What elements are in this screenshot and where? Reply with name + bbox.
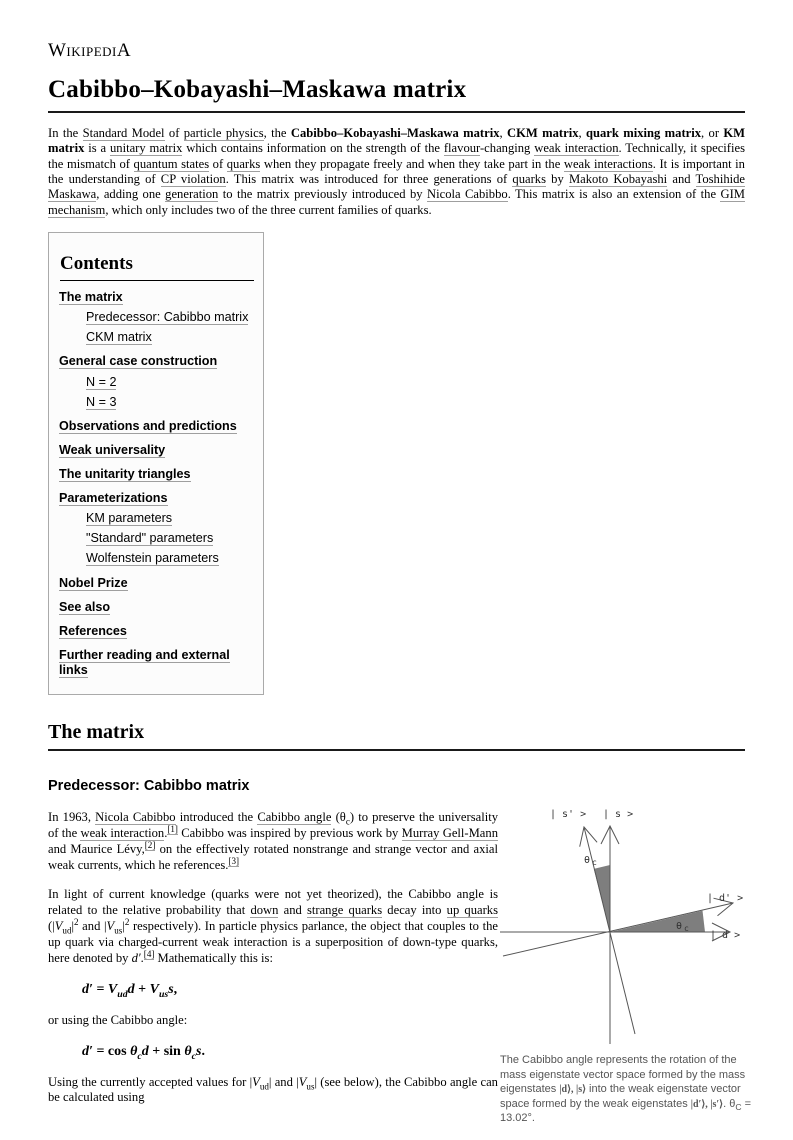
text-span: which contains information on the strength of the bbox=[182, 141, 444, 156]
text-span: . It is important in the understanding of bbox=[48, 156, 745, 187]
toc-row bbox=[59, 600, 254, 615]
toc-row bbox=[86, 395, 254, 410]
inline-link[interactable]: unitary matrix bbox=[109, 141, 183, 156]
text-span: sin bbox=[163, 1043, 185, 1059]
text-span: by bbox=[545, 172, 569, 187]
inline-link[interactable]: weak interactions bbox=[563, 156, 653, 171]
text-span: Cabibbo–Kobayashi–Maskawa matrix bbox=[290, 126, 500, 140]
theta-c-sub-right: c bbox=[684, 924, 689, 934]
inline-link[interactable]: down bbox=[250, 903, 279, 918]
inline-link[interactable]: [1] bbox=[167, 823, 178, 834]
text-span: V bbox=[54, 919, 63, 934]
intro-paragraph bbox=[48, 126, 745, 218]
toc-link-see-also[interactable]: See also bbox=[59, 599, 111, 614]
toc-row bbox=[59, 443, 254, 458]
subsection-heading-predecessor: Predecessor: Cabibbo matrix bbox=[48, 778, 250, 795]
text-span: ud bbox=[62, 925, 72, 936]
text-span: In the bbox=[48, 126, 83, 140]
text-span: V bbox=[149, 981, 159, 997]
text-span: The Cabibbo angle represents the rotation of the mass eigenstate vector space formed by the mass eigenstates bbox=[500, 1054, 746, 1096]
toc-heading: Contents bbox=[60, 253, 254, 281]
text-span: V bbox=[252, 1074, 260, 1089]
text-span: us bbox=[114, 925, 123, 936]
text-span: of bbox=[209, 156, 227, 171]
text-span: and bbox=[667, 172, 696, 187]
toc-link-parameterizations[interactable]: Parameterizations bbox=[59, 491, 168, 506]
text-span: C bbox=[735, 1101, 742, 1112]
text-span: V bbox=[107, 981, 118, 997]
text-span: into the weak eigenstate vector space formed by the weak eigenstates bbox=[500, 1083, 741, 1110]
text-span: Cabibbo was inspired by previous work by bbox=[177, 826, 402, 841]
toc-link-ckm-matrix[interactable]: CKM matrix bbox=[86, 330, 152, 345]
text-span: ) to preserve the universality of the bbox=[48, 810, 498, 841]
text-span: | (see below), the Cabibbo angle can be calculated using bbox=[48, 1074, 498, 1105]
text-span: d bbox=[127, 981, 135, 997]
inline-link[interactable]: Nicola Cabibbo bbox=[95, 810, 176, 825]
text-span: d′ bbox=[131, 951, 141, 965]
text-span: + bbox=[134, 981, 150, 997]
paragraph-cabibbo-1963 bbox=[48, 810, 498, 874]
text-span: (| bbox=[48, 919, 55, 934]
toc-link-predecessor-cabibbo-matrix[interactable]: Predecessor: Cabibbo matrix bbox=[86, 310, 249, 325]
text-span: to the matrix previously introduced by bbox=[218, 187, 428, 202]
toc-link-general-case-construction[interactable]: General case construction bbox=[59, 354, 218, 369]
toc-row bbox=[59, 354, 254, 369]
text-span: and | bbox=[78, 919, 107, 934]
formula-dprime-cos-sin bbox=[82, 1043, 498, 1061]
predecessor-section bbox=[48, 809, 751, 1140]
inline-link[interactable]: particle physics bbox=[183, 126, 264, 140]
table-of-contents bbox=[48, 232, 264, 695]
inline-link[interactable]: up quarks bbox=[446, 903, 498, 918]
text-span: . bbox=[140, 951, 144, 965]
cabibbo-rotation-diagram[interactable] bbox=[500, 802, 764, 1044]
toc-link-wolfenstein-parameters[interactable]: Wolfenstein parameters bbox=[86, 551, 219, 566]
text-span: = bbox=[92, 1043, 108, 1059]
text-span: decay into bbox=[382, 903, 447, 918]
text-span: is a bbox=[84, 141, 110, 156]
text-span: cos bbox=[107, 1043, 131, 1059]
inline-link[interactable]: Murray Gell-Mann bbox=[401, 826, 498, 841]
toc-row bbox=[59, 491, 254, 506]
text-span: In light of current knowledge (quarks were not yet theorized), the Cabibbo angle is related to the relative probability that bbox=[48, 887, 498, 918]
text-span: us bbox=[306, 1081, 315, 1092]
inline-link[interactable]: [2] bbox=[144, 839, 156, 850]
toc-row bbox=[86, 310, 254, 325]
text-span: , bbox=[499, 126, 508, 140]
text-span: c bbox=[137, 1050, 142, 1062]
text-span: of bbox=[164, 126, 184, 140]
text-span: c bbox=[345, 816, 350, 827]
inline-link[interactable]: Nicola Cabibbo bbox=[427, 187, 508, 202]
text-span: Using the currently accepted values for | bbox=[48, 1074, 253, 1089]
toc-link-the-unitarity-triangles[interactable]: The unitarity triangles bbox=[59, 467, 191, 482]
text-span: , adding one bbox=[96, 187, 166, 202]
text-span: = bbox=[92, 981, 108, 997]
toc-link-observations-and-predictions[interactable]: Observations and predictions bbox=[59, 418, 237, 433]
text-span: CKM matrix bbox=[507, 126, 579, 140]
text-span: when they propagate freely and when they take part in the bbox=[260, 156, 564, 171]
theta-c-label-right: θ bbox=[676, 921, 683, 933]
text-span: and bbox=[278, 903, 307, 918]
text-span: us bbox=[158, 988, 169, 1000]
inline-link[interactable]: Toshihide Maskawa bbox=[48, 172, 746, 202]
section-heading-the-matrix: The matrix bbox=[48, 721, 745, 751]
inline-link[interactable]: GIM mechanism bbox=[48, 187, 745, 217]
theta-c-sub-top: c bbox=[592, 858, 597, 868]
text-span: | bbox=[122, 919, 125, 934]
text-span: respectively). In particle physics parlance, the object that couples to the up quark via charged-current weak interaction is a superposition of down-type quarks, here denoted by bbox=[48, 919, 498, 965]
text-span: c bbox=[191, 1050, 196, 1062]
figure-caption bbox=[500, 1053, 756, 1126]
text-span: d′ bbox=[82, 981, 93, 997]
toc-link-n-3[interactable]: N = 3 bbox=[86, 394, 117, 409]
text-span: on the effectively rotated nonstrange and strange vector and axial weak currents, which he references. bbox=[48, 842, 498, 873]
text-span: , bbox=[173, 981, 178, 997]
toc-link-the-matrix[interactable]: The matrix bbox=[59, 290, 123, 305]
inline-link[interactable]: [4] bbox=[143, 948, 155, 959]
toc-link-nobel-prize[interactable]: Nobel Prize bbox=[59, 575, 128, 590]
page-title: Cabibbo–Kobayashi–Maskawa matrix bbox=[48, 76, 745, 113]
text-span: , bbox=[578, 126, 586, 140]
d-prime-axis-label: | d' > bbox=[707, 893, 744, 905]
text-span: d bbox=[141, 1043, 149, 1059]
inline-link[interactable]: Standard Model bbox=[82, 126, 165, 140]
toc-link-km-parameters[interactable]: KM parameters bbox=[86, 511, 173, 526]
text-span: | and | bbox=[268, 1074, 299, 1089]
text-span: and Maurice Lévy, bbox=[48, 842, 145, 857]
text-span: 2 bbox=[124, 916, 130, 927]
text-span: 2 bbox=[74, 916, 79, 927]
toc-row bbox=[86, 375, 254, 390]
text-span: |d′⟩, |s′⟩ bbox=[690, 1098, 724, 1110]
inline-link[interactable]: Makoto Kobayashi bbox=[568, 172, 668, 187]
s-axis-label: | s > bbox=[603, 809, 634, 821]
text-span: KM matrix bbox=[48, 126, 746, 156]
formula-dprime-vud bbox=[82, 981, 498, 999]
formula-note: or using the Cabibbo angle: bbox=[48, 1012, 188, 1027]
cabibbo-angle-figure bbox=[500, 802, 764, 1126]
wikipedia-wordmark: WikipediA bbox=[48, 40, 132, 61]
text-span: . θ bbox=[723, 1097, 736, 1110]
inline-link[interactable]: flavour bbox=[443, 141, 480, 156]
text-span: s bbox=[168, 981, 174, 997]
text-span: . This matrix was introduced for three generations of bbox=[225, 172, 513, 187]
paragraph-current-knowledge bbox=[48, 887, 498, 967]
text-span: d′ bbox=[82, 1043, 93, 1059]
inline-link[interactable]: Cabibbo angle bbox=[257, 810, 332, 825]
toc-row bbox=[59, 467, 254, 482]
text-span: V bbox=[298, 1074, 307, 1089]
inline-link[interactable]: weak interaction bbox=[80, 826, 165, 841]
inline-link[interactable]: weak interaction bbox=[534, 141, 619, 156]
text-span: , or bbox=[701, 126, 724, 140]
text-span: . Technically, it specifies the mismatch of bbox=[48, 141, 745, 171]
theta-c-label-top: θ bbox=[584, 855, 591, 867]
text-span: (θ bbox=[331, 810, 346, 825]
text-span: In 1963, bbox=[48, 810, 96, 825]
toc-row bbox=[59, 648, 254, 678]
inline-link[interactable]: quarks bbox=[226, 156, 261, 171]
text-span: , the bbox=[263, 126, 291, 140]
text-span: θ bbox=[130, 1043, 138, 1059]
toc-link-weak-universality[interactable]: Weak universality bbox=[59, 442, 166, 457]
text-span: s bbox=[195, 1043, 202, 1059]
toc-link-standard-parameters[interactable]: "Standard" parameters bbox=[86, 531, 214, 546]
toc-row bbox=[59, 419, 254, 434]
text-span: = 13.02°. bbox=[500, 1097, 751, 1125]
text-span: V bbox=[106, 919, 115, 934]
text-span: θ bbox=[184, 1043, 192, 1059]
text-span: , which only includes two of the three current families of quarks. bbox=[105, 202, 432, 217]
toc-link-further-reading-and-external-links[interactable]: Further reading and external links bbox=[59, 647, 230, 678]
text-span: + bbox=[148, 1043, 164, 1059]
d-axis-label: | d > bbox=[710, 930, 741, 942]
toc-row bbox=[59, 576, 254, 591]
toc-link-references[interactable]: References bbox=[59, 623, 127, 638]
text-span: |d⟩, |s⟩ bbox=[559, 1084, 586, 1096]
text-span: . bbox=[164, 826, 168, 841]
text-span: . bbox=[201, 1043, 205, 1059]
inline-link[interactable]: CP violation bbox=[160, 172, 226, 187]
inline-link[interactable]: quantum states bbox=[133, 156, 210, 171]
text-span: ud bbox=[259, 1081, 269, 1092]
inline-link[interactable]: quarks bbox=[512, 172, 546, 187]
toc-row bbox=[86, 551, 254, 566]
text-span: ud bbox=[117, 988, 128, 1000]
toc-row bbox=[59, 290, 254, 305]
inline-link[interactable]: strange quarks bbox=[307, 903, 383, 918]
text-span: introduced the bbox=[175, 810, 258, 825]
toc-row bbox=[86, 531, 254, 546]
paragraph-accepted-values bbox=[48, 1075, 498, 1107]
text-span: . This matrix is also an extension of the bbox=[507, 187, 721, 202]
text-span: | bbox=[71, 919, 75, 934]
toc-row bbox=[86, 330, 254, 345]
toc-row bbox=[59, 624, 254, 639]
s-prime-axis-label: | s' > bbox=[550, 809, 587, 821]
theta-wedge-right bbox=[610, 911, 705, 932]
predecessor-text-column bbox=[48, 810, 498, 1106]
text-span: quark mixing matrix bbox=[586, 126, 702, 140]
text-span: Mathematically this is: bbox=[154, 951, 273, 965]
toc-row bbox=[86, 511, 254, 526]
inline-link[interactable]: generation bbox=[165, 187, 219, 202]
text-span: -changing bbox=[479, 141, 535, 156]
inline-link[interactable]: [3] bbox=[228, 855, 239, 866]
toc-link-n-2[interactable]: N = 2 bbox=[86, 374, 117, 389]
